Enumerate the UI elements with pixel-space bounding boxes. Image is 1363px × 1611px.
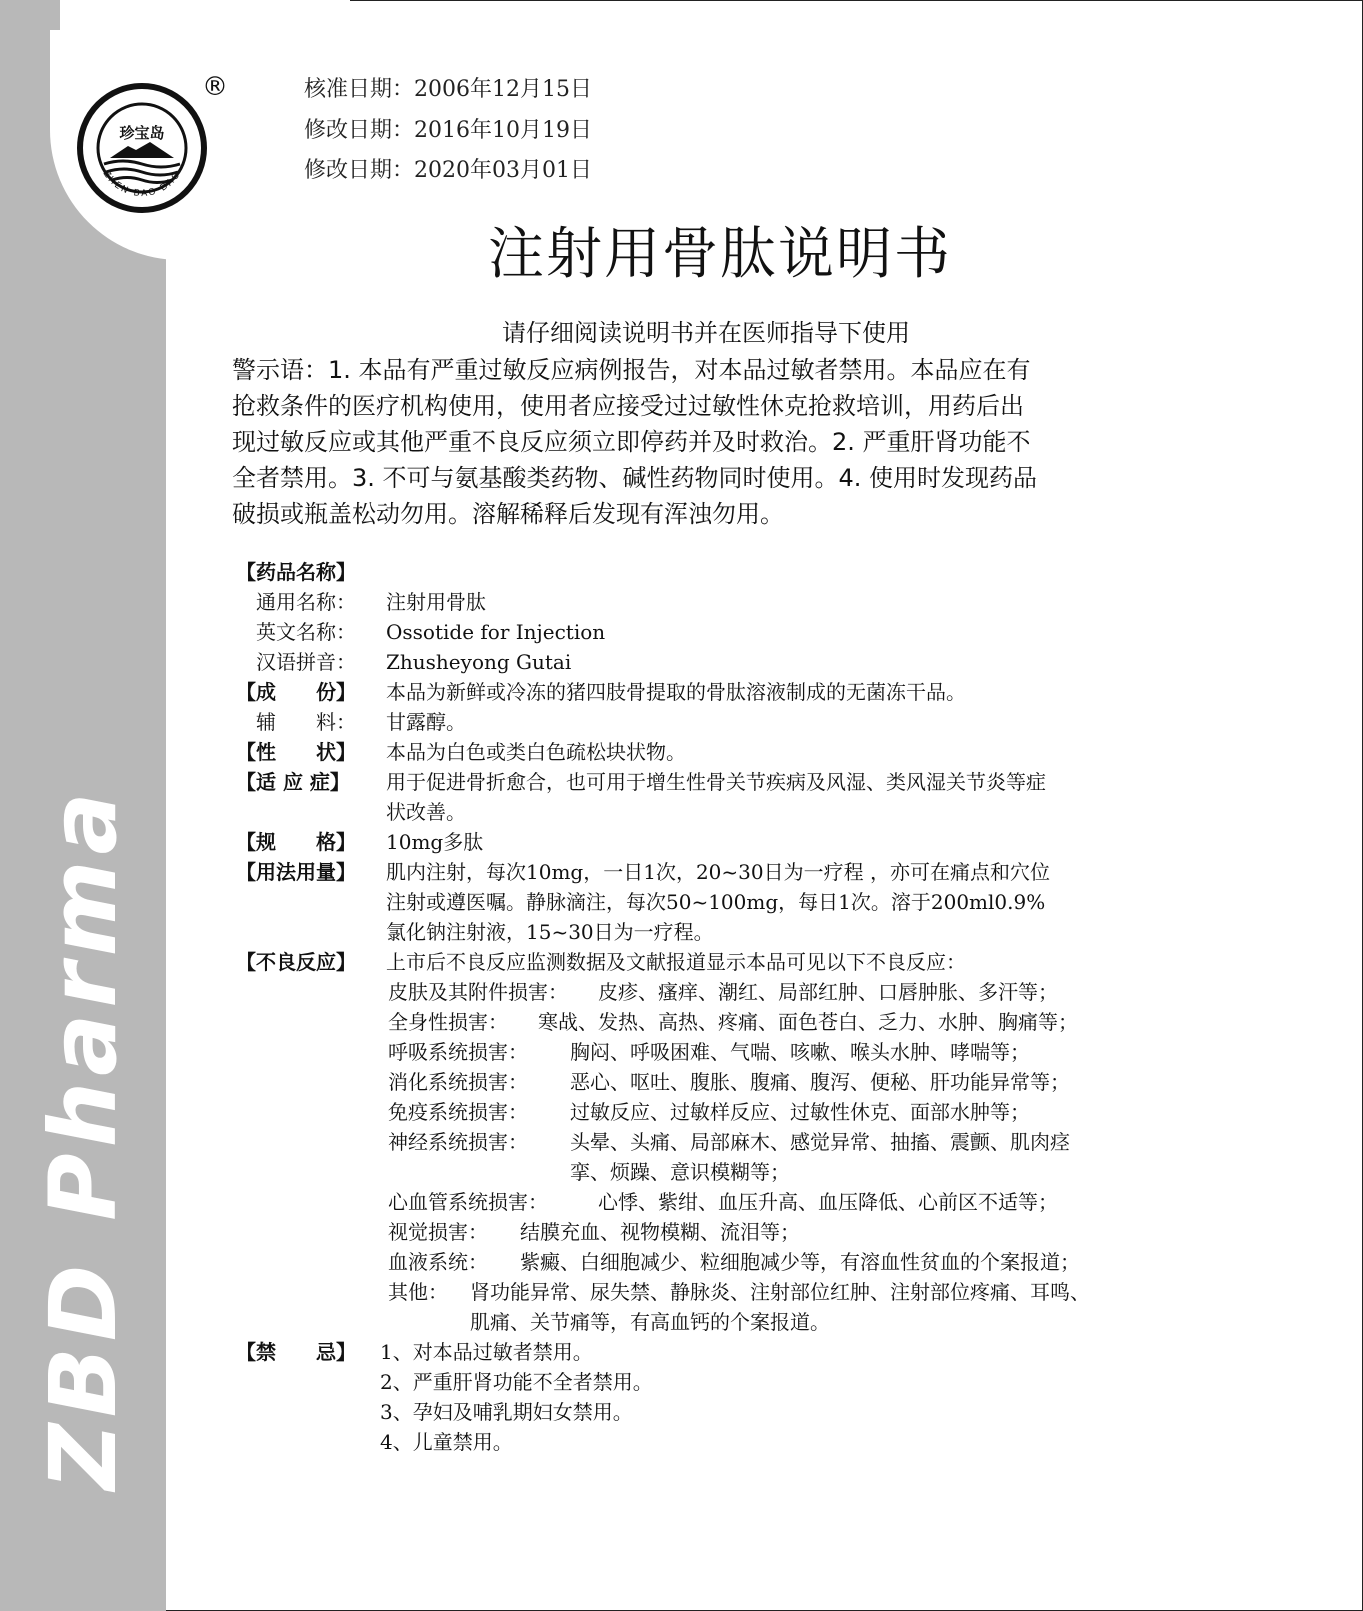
adverse-item: [236, 1097, 1296, 1127]
company-logo: [76, 82, 208, 214]
adverse-detail: 胸闷、呼吸困难、气喘、咳嗽、喉头水肿、哮喘等；: [570, 1040, 1030, 1064]
adverse-detail: 挛、烦躁、意识模糊等；: [570, 1160, 790, 1184]
warning-line: 警示语：1. 本品有严重过敏反应病例报告，对本品过敏者禁用。本品应在有: [232, 356, 1031, 384]
section-heading: 【规 格】: [236, 830, 356, 854]
contra-row: [236, 1427, 1296, 1457]
section-heading: 【药品名称】: [236, 560, 356, 584]
registered-mark: ®: [202, 72, 228, 102]
indications-line: 状改善。: [386, 800, 466, 824]
indications-line: 用于促进骨折愈合，也可用于增生性骨关节疾病及风湿、类风湿关节炎等症: [386, 770, 1046, 794]
adverse-detail: 紫癜、白细胞减少、粒细胞减少等，有溶血性贫血的个案报道；: [520, 1250, 1080, 1274]
excipient-value: 甘露醇。: [386, 710, 466, 734]
contra-item: 1、对本品过敏者禁用。: [380, 1340, 593, 1364]
revision-date-2: 修改日期：2020年03月01日: [304, 158, 592, 183]
warning-line: 全者禁用。3. 不可与氨基酸类药物、碱性药物同时使用。4. 使用时发现药品: [232, 464, 1038, 492]
adverse-detail: 恶心、呕吐、腹胀、腹痛、腹泻、便秘、肝功能异常等；: [570, 1070, 1070, 1094]
adverse-item: [236, 1217, 1296, 1247]
contra-row: [236, 1367, 1296, 1397]
adverse-detail: 头晕、头痛、局部麻木、感觉异常、抽搐、震颤、肌肉痉: [570, 1130, 1070, 1154]
contra-row: [236, 1397, 1296, 1427]
adverse-item: [236, 1127, 1296, 1187]
dosage-row: [236, 857, 1296, 947]
adverse-row: [236, 947, 1296, 977]
adverse-category: 血液系统：: [388, 1250, 488, 1274]
adverse-item: [236, 1067, 1296, 1097]
warning-line: 破损或瓶盖松动勿用。溶解稀释后发现有浑浊勿用。: [232, 500, 784, 528]
composition-value: 本品为新鲜或冷冻的猪四肢骨提取的骨肽溶液制成的无菌冻干品。: [386, 680, 966, 704]
adverse-detail: 皮疹、瘙痒、潮红、局部红肿、口唇肿胀、多汗等；: [598, 980, 1058, 1004]
warning-block: [232, 352, 1202, 532]
logo-en-text: ZHEN BAO DAO: [100, 169, 184, 200]
english-name-row: [236, 617, 1296, 647]
dosage-line: 氯化钠注射液，15~30日为一疗程。: [386, 920, 714, 944]
description-value: 本品为白色或类白色疏松块状物。: [386, 740, 686, 764]
field-label: 汉语拼音：: [256, 650, 356, 674]
contra-item: 3、孕妇及哺乳期妇女禁用。: [380, 1400, 633, 1424]
dosage-line: 肌内注射，每次10mg，一日1次，20~30日为一疗程 ，亦可在痛点和穴位: [386, 860, 1050, 884]
adverse-item: [236, 1007, 1296, 1037]
adverse-item: [236, 1187, 1296, 1217]
adverse-category: 消化系统损害：: [388, 1070, 528, 1094]
adverse-category: 全身性损害：: [388, 1010, 508, 1034]
band-top-tab: [0, 0, 60, 30]
adverse-intro: 上市后不良反应监测数据及文献报道显示本品可见以下不良反应：: [386, 950, 966, 974]
section-heading: 【不良反应】: [236, 950, 356, 974]
adverse-category: 心血管系统损害：: [388, 1190, 548, 1214]
field-label: 英文名称：: [256, 620, 356, 644]
description-row: [236, 737, 1296, 767]
field-label: 辅 料：: [256, 710, 356, 734]
adverse-category: 视觉损害：: [388, 1220, 488, 1244]
adverse-reaction-list: [236, 977, 1296, 1337]
approval-date: 核准日期：2006年12月15日: [304, 77, 592, 102]
indications-row: [236, 767, 1296, 827]
composition-row: [236, 677, 1296, 707]
section-heading: 【适 应 症】: [236, 770, 350, 794]
contra-item: 2、严重肝肾功能不全者禁用。: [380, 1370, 653, 1394]
excipient-row: [236, 707, 1296, 737]
warning-line: 抢救条件的医疗机构使用，使用者应接受过过敏性休克抢救培训，用药后出: [232, 392, 1024, 420]
adverse-item: [236, 1037, 1296, 1067]
revision-date-1: 修改日期：2016年10月19日: [304, 118, 592, 143]
generic-name-value: 注射用骨肽: [386, 590, 486, 614]
adverse-detail: 肌痛、关节痛等，有高血钙的个案报道。: [470, 1310, 830, 1334]
adverse-item: [236, 977, 1296, 1007]
drug-name-section: [236, 557, 1296, 587]
adverse-detail: 结膜充血、视物模糊、流泪等；: [520, 1220, 800, 1244]
section-heading: 【用法用量】: [236, 860, 356, 884]
adverse-category: 呼吸系统损害：: [388, 1040, 528, 1064]
adverse-category: 皮肤及其附件损害：: [388, 980, 568, 1004]
spec-value: 10mg多肽: [386, 830, 484, 854]
dosage-line: 注射或遵医嘱。静脉滴注，每次50~100mg，每日1次。溶于200ml0.9%: [386, 890, 1046, 914]
pinyin-value: Zhusheyong Gutai: [386, 650, 572, 674]
brand-vertical-text: ZBD Pharma: [30, 786, 137, 1490]
english-name-value: Ossotide for Injection: [386, 620, 606, 644]
leaflet-sections: [236, 557, 1296, 1457]
document-title: 注射用骨肽说明书: [488, 222, 952, 287]
logo-cn-text: 珍宝岛: [119, 124, 165, 142]
warning-line: 现过敏反应或其他严重不良反应须立即停药并及时救治。2. 严重肝肾功能不: [232, 428, 1031, 456]
adverse-detail: 过敏反应、过敏样反应、过敏性休克、面部水肿等；: [570, 1100, 1030, 1124]
field-label: 通用名称：: [256, 590, 356, 614]
adverse-category: 其他：: [388, 1280, 448, 1304]
reading-notice: 请仔细阅读说明书并在医师指导下使用: [502, 319, 910, 347]
adverse-detail: 寒战、发热、高热、疼痛、面色苍白、乏力、水肿、胸痛等；: [538, 1010, 1078, 1034]
adverse-item: [236, 1247, 1296, 1277]
adverse-category: 神经系统损害：: [388, 1130, 528, 1154]
section-heading: 【性 状】: [236, 740, 356, 764]
adverse-detail: 心悸、紫绀、血压升高、血压降低、心前区不适等；: [598, 1190, 1058, 1214]
adverse-category: 免疫系统损害：: [388, 1100, 528, 1124]
section-heading: 【成 份】: [236, 680, 356, 704]
contraindications-row: [236, 1337, 1296, 1367]
adverse-detail: 肾功能异常、尿失禁、静脉炎、注射部位红肿、注射部位疼痛、耳鸣、: [470, 1280, 1090, 1304]
section-heading: 【禁 忌】: [236, 1340, 356, 1364]
pinyin-row: [236, 647, 1296, 677]
generic-name-row: [236, 587, 1296, 617]
adverse-item: [236, 1277, 1296, 1337]
spec-row: [236, 827, 1296, 857]
contra-item: 4、儿童禁用。: [380, 1430, 513, 1454]
